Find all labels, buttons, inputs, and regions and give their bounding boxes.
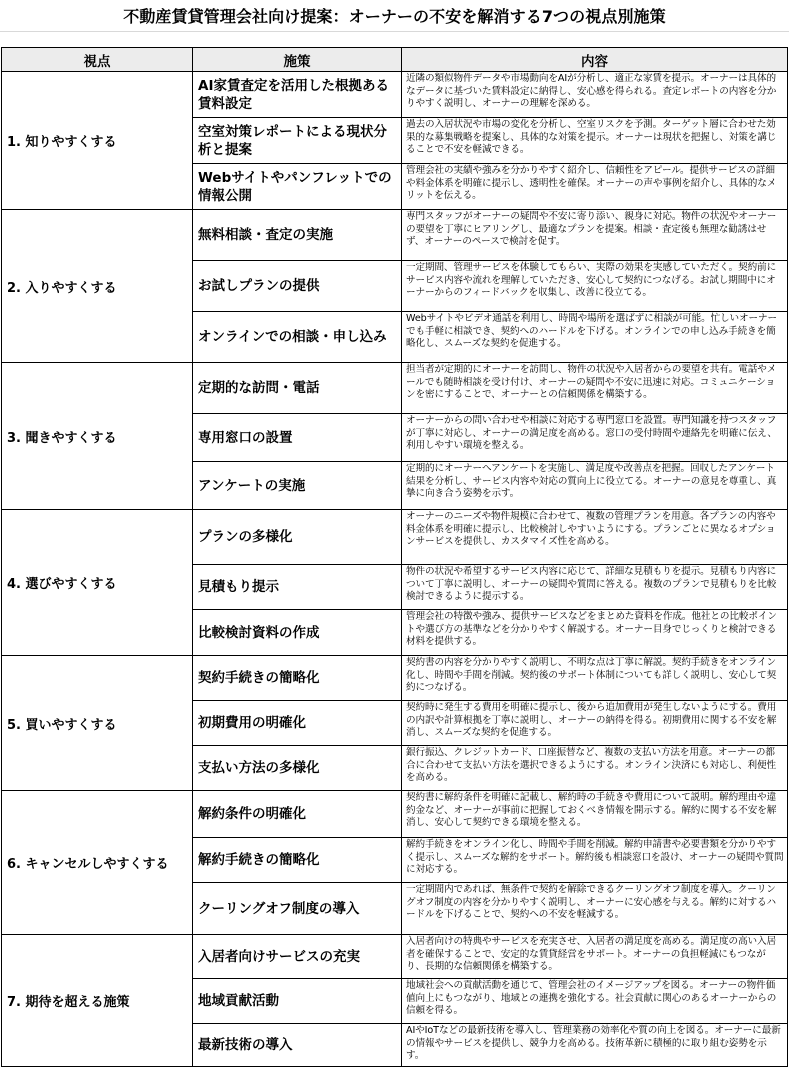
table-row — [2, 210, 788, 261]
content-cell: 近隣の類似物件データや市場動向をAIが分析し、適正な家賃を提示。オーナーは具体的なデータに基づいた賃料設定に納得し、安心感を得られる。査定レポートの内容を分かりやすく説明し、オーナーの理解を深める。 — [402, 72, 788, 118]
content-cell: 入居者向けの特典やサービスを充実させ、入居者の満足度を高める。満足度の高い入居者を確保することで、安定的な賃貸経営をサポート。オーナーの負担軽減にもつながり、長期的な信頼関係を構築する。 — [402, 935, 788, 979]
header-viewpoint: 視点 — [2, 48, 193, 72]
viewpoint-cell: 3. 聞きやすくする — [2, 363, 193, 510]
content-cell: 地域社会への貢献活動を通じて、管理会社のイメージアップを図る。オーナーの物件価値向上にもつながり、地域との連携を強化する。社会貢献に関心のあるオーナーからの信頼を得る。 — [402, 979, 788, 1024]
table-row — [2, 656, 788, 701]
content-cell: 契約書に解約条件を明確に記載し、解約時の手続きや費用について説明。解約理由や違約金など、オーナーが事前に把握しておくべき情報を開示する。解約に関する不安を解消し、安心して契約できる環境を整える。 — [402, 791, 788, 838]
table-row — [2, 363, 788, 414]
content-cell: 管理会社の実績や強みを分かりやすく紹介し、信頼性をアピール。提供サービスの詳細や料金体系を明確に提示し、透明性を確保。オーナーの声や事例を紹介し、具体的なメリットを伝える。 — [402, 164, 788, 210]
viewpoint-cell: 7. 期待を超える施策 — [2, 935, 193, 1067]
viewpoint-cell: 5. 買いやすくする — [2, 656, 193, 791]
empty-row — [0, 31, 789, 48]
viewpoint-cell: 1. 知りやすくする — [2, 72, 193, 210]
measure-cell: 解約条件の明確化 — [193, 791, 402, 838]
measure-cell: 解約手続きの簡略化 — [193, 838, 402, 883]
content-cell: 管理会社の特徴や強み、提供サービスなどをまとめた資料を作成。他社との比較ポイントや選び方の基準などを分かりやすく解説する。オーナー目身でじっくりと検討できる材料を提供する。 — [402, 610, 788, 656]
content-cell: AIやIoTなどの最新技術を導入し、管理業務の効率化や質の向上を図る。オーナーに最新の情報やサービスを提供し、競争力を高める。技術革新に積極的に取り組む姿勢を示す。 — [402, 1024, 788, 1067]
content-cell: 解約手続きをオンライン化し、時間や手間を削減。解約申請書や必要書類を分かりやすく提示し、スムーズな解約をサポート。解約後も相談窓口を設け、オーナーの疑問や質問に対応する。 — [402, 838, 788, 883]
table-row — [2, 510, 788, 565]
measure-cell: クーリングオフ制度の導入 — [193, 883, 402, 935]
measure-cell: プランの多様化 — [193, 510, 402, 565]
viewpoint-cell: 4. 選びやすくする — [2, 510, 193, 656]
measure-cell: 見積もり提示 — [193, 565, 402, 610]
table-row — [2, 72, 788, 118]
content-cell: 定期的にオーナーへアンケートを実施し、満足度や改善点を把握。回収したアンケート結果を分析し、サービス内容や対応の質向上に役立てる。オーナーの意見を尊重し、真摯に向き合う姿勢を示す。 — [402, 462, 788, 510]
header-row — [2, 48, 788, 72]
content-cell: オーナーのニーズや物件規模に合わせて、複数の管理プランを用意。各プランの内容や料金体系を明確に提示し、比較検討しやすいようにする。プランごとに異なるオプションサービスを提供し、カスタマイズ性を高める。 — [402, 510, 788, 565]
measure-cell: アンケートの実施 — [193, 462, 402, 510]
measure-cell: 入居者向けサービスの充実 — [193, 935, 402, 979]
measure-cell: 空室対策レポートによる現状分析と提案 — [193, 118, 402, 164]
content-cell: 物件の状況や希望するサービス内容に応じて、詳細な見積もりを提示。見積もり内容について丁寧に説明し、オーナーの疑問や質問に答える。複数のプランで見積もりを比較検討できるように提示する。 — [402, 565, 788, 610]
header-content: 内容 — [402, 48, 788, 72]
table-row — [2, 791, 788, 838]
content-cell: 一定期間内であれば、無条件で契約を解除できるクーリングオフ制度を導入。クーリングオフ制度の内容を分かりやすく説明し、オーナーに安心感を与える。解約に対するハードルを下げることで、契約への不安を軽減する。 — [402, 883, 788, 935]
measure-cell: 地域貢献活動 — [193, 979, 402, 1024]
content-cell: 一定期間、管理サービスを体験してもらい、実際の効果を実感していただく。契約前にサービス内容や流れを理解していただき、安心して契約につなげる。お試し期間中にオーナーからのフィードバックを収集し、改善に役立てる。 — [402, 261, 788, 312]
viewpoint-cell: 6. キャンセルしやすくする — [2, 791, 193, 935]
measure-cell: お試しプランの提供 — [193, 261, 402, 312]
content-cell: 過去の入居状況や市場の変化を分析し、空室リスクを予測。ターゲット層に合わせた効果的な募集戦略を提案し、具体的な対策を提示。オーナーは現状を把握し、対策を講じることで不安を軽減できる。 — [402, 118, 788, 164]
content-cell: 担当者が定期的にオーナーを訪問し、物件の状況や入居者からの要望を共有。電話やメールでも随時相談を受け付け、オーナーの疑問や不安に迅速に対応。コミュニケーションを密にすることで、オーナーとの信頼関係を構築する。 — [402, 363, 788, 414]
content-cell: オーナーからの問い合わせや相談に対応する専門窓口を設置。専門知識を持つスタッフが丁寧に対応し、オーナーの満足度を高める。窓口の受付時間や連絡先を明確に伝え、利用しやすい環境を整える。 — [402, 414, 788, 462]
content-cell: 契約時に発生する費用を明確に提示し、後から追加費用が発生しないようにする。費用の内訳や計算根拠を丁寧に説明し、オーナーの納得を得る。初期費用に関する不安を解消し、スムーズな契約を促進する。 — [402, 701, 788, 746]
measure-cell: 無料相談・査定の実施 — [193, 210, 402, 261]
measure-cell: 専用窓口の設置 — [193, 414, 402, 462]
measures-table — [1, 47, 788, 1067]
viewpoint-cell: 2. 入りやすくする — [2, 210, 193, 363]
content-cell: 銀行振込、クレジットカード、口座振替など、複数の支払い方法を用意。オーナーの都合に合わせて支払い方法を選択できるようにする。オンライン決済にも対応し、利便性を高める。 — [402, 746, 788, 791]
measure-cell: オンラインでの相談・申し込み — [193, 312, 402, 363]
measure-cell: 契約手続きの簡略化 — [193, 656, 402, 701]
page-title: 不動産賃貸管理会社向け提案：オーナーの不安を解消する7つの視点別施策 — [123, 7, 666, 26]
header-measure: 施策 — [193, 48, 402, 72]
measure-cell: 最新技術の導入 — [193, 1024, 402, 1067]
content-cell: 専門スタッフがオーナーの疑問や不安に寄り添い、親身に対応。物件の状況やオーナーの要望を丁寧にヒアリングし、最適なプランを提案。相談・査定後も無理な勧誘はせず、オーナーのペースで検討を促す。 — [402, 210, 788, 261]
measure-cell: AI家賃査定を活用した根拠ある賃料設定 — [193, 72, 402, 118]
content-cell: 契約書の内容を分かりやすく説明し、不明な点は丁寧に解説。契約手続きをオンライン化し、時間や手間を削減。契約後のサポート体制についても詳しく説明し、安心して契約につなげる。 — [402, 656, 788, 701]
measure-cell: Webサイトやパンフレットでの情報公開 — [193, 164, 402, 210]
table-row — [2, 935, 788, 979]
measure-cell: 支払い方法の多様化 — [193, 746, 402, 791]
measure-cell: 定期的な訪問・電話 — [193, 363, 402, 414]
measure-cell: 比較検討資料の作成 — [193, 610, 402, 656]
measure-cell: 初期費用の明確化 — [193, 701, 402, 746]
content-cell: Webサイトやビデオ通話を利用し、時間や場所を選ばずに相談が可能。忙しいオーナーでも手軽に相談でき、契約へのハードルを下げる。オンラインでの申し込み手続きを簡略化し、スムーズな契約を促進する。 — [402, 312, 788, 363]
